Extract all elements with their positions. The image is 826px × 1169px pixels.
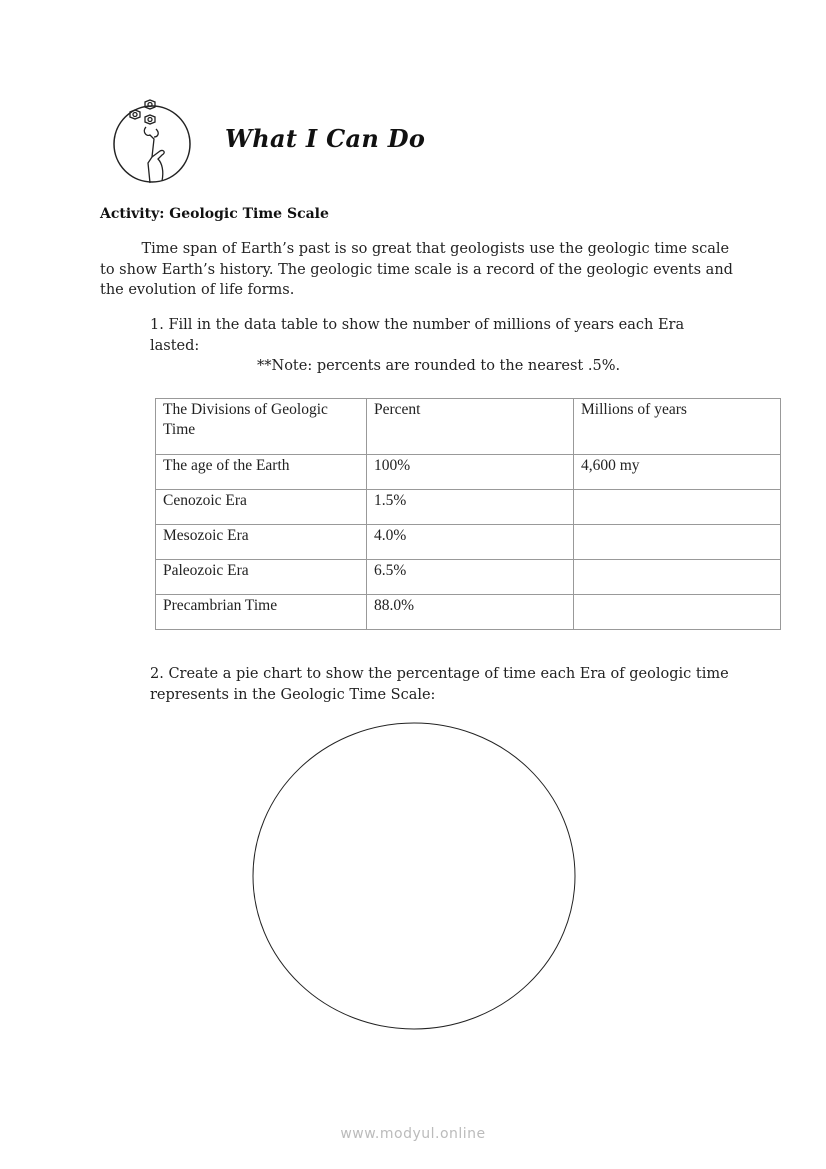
page-title: What I Can Do [225,124,426,153]
division-cell: The age of the Earth [156,455,367,490]
years-cell[interactable] [574,490,781,525]
blank-pie-chart-circle[interactable] [250,720,580,1035]
division-cell: Paleozoic Era [156,560,367,595]
years-cell[interactable] [574,595,781,630]
hand-with-wrench-icon [112,97,194,187]
header-cell: Millions of years [574,399,781,455]
header-cell: The Divisions of Geologic Time [156,399,367,455]
question-1: 1. Fill in the data table to show the number of millions of years each Era lasted: [150,317,685,354]
header-cell: Percent [367,399,574,455]
table-row [156,455,781,490]
table-header-row [156,399,781,455]
percent-cell: 100% [367,455,574,490]
table-row [156,560,781,595]
years-cell[interactable] [574,560,781,595]
question-2: 2. Create a pie chart to show the percentage of time each Era of geologic time represents in the Geologic Time Scale: [150,666,729,703]
years-cell[interactable]: 4,600 my [574,455,781,490]
percent-cell: 6.5% [367,560,574,595]
activity-heading: Activity: Geologic Time Scale [100,206,329,222]
division-cell: Cenozoic Era [156,490,367,525]
years-cell[interactable] [574,525,781,560]
division-cell: Precambrian Time [156,595,367,630]
intro-paragraph: Time span of Earth’s past is so great that geologists use the geologic time scale to show Earth’s history. The geologic time scale is a record of the geologic events and the evolution of life forms. [100,241,733,298]
table-row [156,525,781,560]
division-cell: Mesozoic Era [156,525,367,560]
percent-cell: 1.5% [367,490,574,525]
rounding-note: **Note: percents are rounded to the nearest .5%. [257,358,621,374]
percent-cell: 88.0% [367,595,574,630]
table-row [156,595,781,630]
geologic-time-table [155,398,781,630]
percent-cell: 4.0% [367,525,574,560]
watermark: www.modyul.online [340,1126,486,1142]
table-row [156,490,781,525]
